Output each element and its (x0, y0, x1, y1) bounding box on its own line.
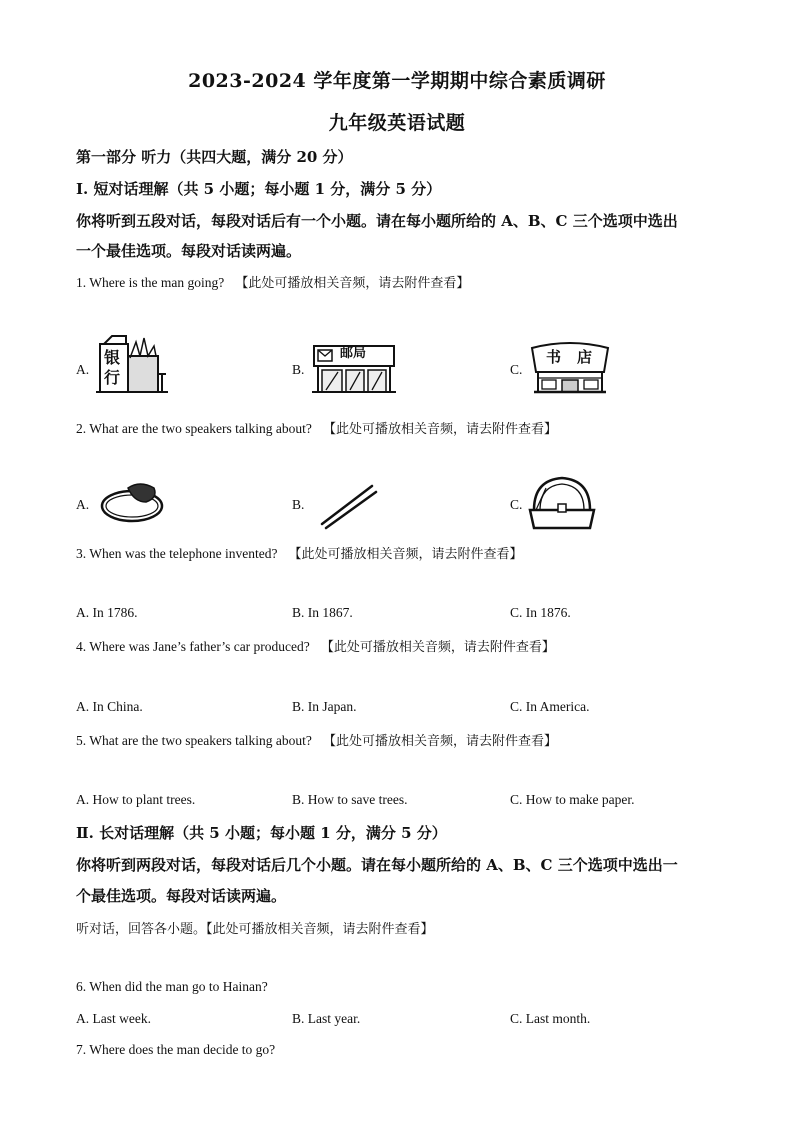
option-c[interactable]: C. In America. (510, 699, 590, 714)
chopsticks-icon (318, 482, 378, 530)
audio-note[interactable]: 【此处可播放相关音频，请去附件查看】 (323, 734, 558, 749)
option-b[interactable]: B. (292, 497, 305, 512)
option-c[interactable]: C. (510, 497, 523, 512)
option-b[interactable]: B. How to save trees. (292, 792, 408, 807)
option-b[interactable]: B. Last year. (292, 1011, 361, 1026)
option-c[interactable]: C. How to make paper. (510, 792, 635, 807)
bank-sign-text: 银行 (104, 348, 121, 387)
section-1-instruction: 你将听到五段对话，每段对话后有一个小题。请在每小题所给的 A、B、C 三个选项中选出 (76, 212, 678, 230)
option-a[interactable]: A. (76, 497, 90, 512)
option-b[interactable]: B. (292, 362, 305, 377)
question-3 (76, 543, 523, 562)
question-5 (76, 730, 557, 749)
option-b[interactable]: B. In Japan. (292, 699, 357, 714)
question-4 (76, 636, 555, 655)
audio-note[interactable]: 【此处可播放相关音频，请去附件查看】 (323, 422, 558, 437)
audio-note[interactable]: 【此处可播放相关音频，请去附件查看】 (320, 640, 555, 655)
bracelet-icon (98, 478, 168, 526)
bookstore-sign-text: 书店 (546, 348, 609, 366)
question-2 (76, 418, 557, 437)
option-a[interactable]: A. In 1786. (76, 605, 138, 620)
option-a[interactable]: A. Last week. (76, 1011, 151, 1026)
question-7: 7. Where does the man decide to go? (76, 1042, 276, 1057)
option-a[interactable]: A. In China. (76, 699, 143, 714)
section-1-instruction-cont: 一个最佳选项。每段对话读两遍。 (76, 242, 302, 260)
bank-icon (96, 334, 170, 396)
question-text: 4. Where was Jane’s father’s car produced? (76, 639, 310, 654)
handbag-icon (526, 472, 598, 532)
section-2-instruction: 你将听到两段对话，每段对话后几个小题。请在每小题所给的 A、B、C 三个选项中选出一 (76, 856, 678, 874)
section-2-heading: Ⅱ. 长对话理解（共 5 小题；每小题 1 分，满分 5 分） (76, 824, 447, 842)
bookstore-icon (528, 340, 612, 396)
question-text: 3. When was the telephone invented? (76, 546, 278, 561)
option-c[interactable]: C. (510, 362, 523, 377)
question-6: 6. When did the man go to Hainan? (76, 979, 268, 994)
option-a[interactable]: A. How to plant trees. (76, 792, 196, 807)
section-1-heading: I. 短对话理解（共 5 小题；每小题 1 分，满分 5 分） (76, 180, 442, 198)
option-a[interactable]: A. (76, 362, 90, 377)
audio-note[interactable]: 【此处可播放相关音频，请去附件查看】 (235, 276, 470, 291)
option-b[interactable]: B. In 1867. (292, 605, 353, 620)
post-office-sign-text: 邮局 (340, 346, 367, 361)
question-text: 2. What are the two speakers talking about? (76, 421, 312, 436)
post-office-icon (312, 342, 396, 394)
option-c[interactable]: C. In 1876. (510, 605, 571, 620)
question-1 (76, 272, 469, 291)
audio-note[interactable]: 【此处可播放相关音频，请去附件查看】 (288, 547, 523, 562)
section-2-instruction-cont: 个最佳选项。每段对话读两遍。 (76, 887, 287, 905)
option-c[interactable]: C. Last month. (510, 1011, 591, 1026)
listen-note[interactable]: 听对话，回答各小题。【此处可播放相关音频，请去附件查看】 (76, 922, 434, 937)
page-subtitle: 九年级英语试题 (328, 112, 466, 134)
part-heading: 第一部分 听力（共四大题，满分 20 分） (76, 148, 353, 166)
question-text: 5. What are the two speakers talking about? (76, 733, 312, 748)
page-title: 2023-2024 学年度第一学期期中综合素质调研 (188, 70, 606, 92)
question-text: 1. Where is the man going? (76, 275, 225, 290)
